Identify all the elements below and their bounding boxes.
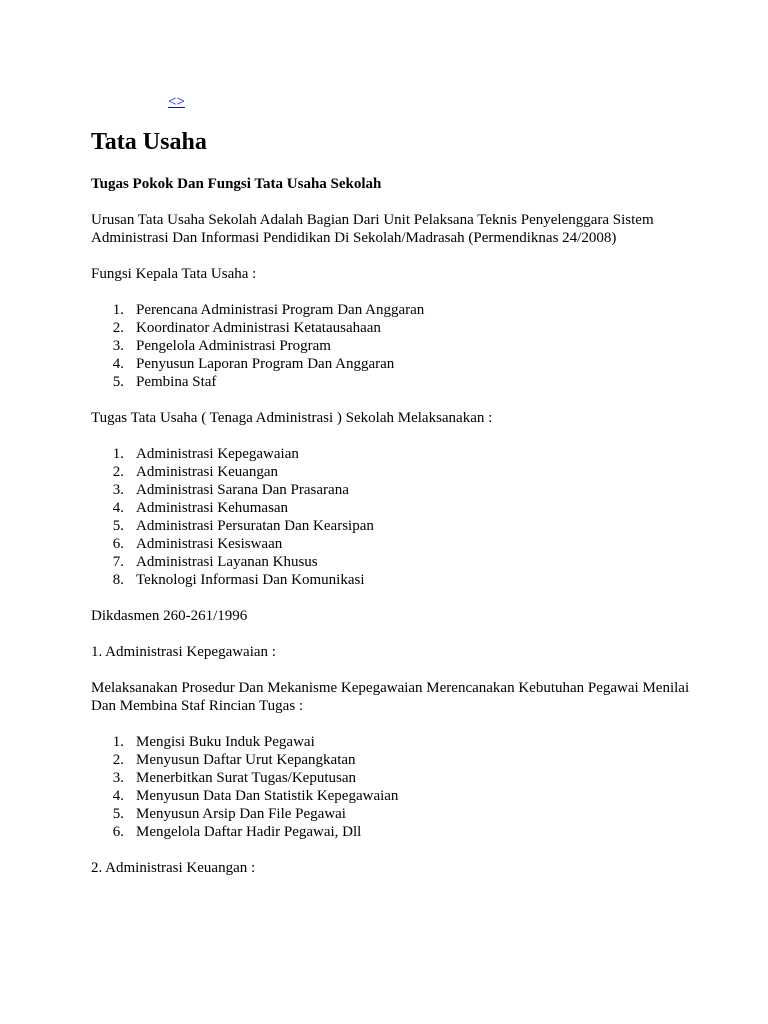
list-item: 6. Mengelola Daftar Hadir Pegawai, Dll — [112, 824, 362, 840]
list-item: 4. Penyusun Laporan Program Dan Anggaran — [112, 356, 395, 372]
list-item: 2. Menyusun Daftar Urut Kepangkatan — [112, 752, 356, 768]
list-item: 4. Menyusun Data Dan Statistik Kepegawaian — [112, 788, 399, 804]
list-item: 6. Administrasi Kesiswaan — [112, 536, 283, 552]
list-item: 2. Administrasi Keuangan — [112, 464, 279, 480]
list-item: 5. Administrasi Persuratan Dan Kearsipan — [112, 518, 374, 534]
list-item: 5. Menyusun Arsip Dan File Pegawai — [112, 806, 346, 822]
document-content — [91, 128, 691, 877]
list-item: 2. Koordinator Administrasi Ketatausahaan — [112, 320, 381, 336]
list-item: 3. Menerbitkan Surat Tugas/Keputusan — [112, 770, 356, 786]
list-item: 3. Administrasi Sarana Dan Prasarana — [112, 482, 349, 498]
section2-heading: 2. Administrasi Keuangan : — [91, 860, 256, 876]
list-item: 3. Pengelola Administrasi Program — [112, 338, 331, 354]
intro-paragraph: Urusan Tata Usaha Sekolah Adalah Bagian Dari Unit Pelaksana Teknis Penyelenggara Sistem Administrasi Dan Informasi Pendidikan Di Sekolah/Madrasah (Permendiknas 24/2008) — [91, 212, 654, 246]
page-title: Tata Usaha — [91, 129, 207, 155]
list-item: 1. Mengisi Buku Induk Pegawai — [112, 734, 315, 750]
tugas-list — [91, 445, 691, 589]
tugas-heading: Tugas Tata Usaha ( Tenaga Administrasi ) Sekolah Melaksanakan : — [91, 410, 493, 426]
list-item: 7. Administrasi Layanan Khusus — [112, 554, 318, 570]
list-item: 5. Pembina Staf — [112, 374, 217, 390]
list-item: 8. Teknologi Informasi Dan Komunikasi — [112, 572, 365, 588]
fungsi-list — [91, 301, 691, 391]
fungsi-heading: Fungsi Kepala Tata Usaha : — [91, 266, 257, 282]
section1-list — [91, 733, 691, 841]
list-item: 4. Administrasi Kehumasan — [112, 500, 289, 516]
section1-heading: 1. Administrasi Kepegawaian : — [91, 644, 276, 660]
reference-text: Dikdasmen 260-261/1996 — [91, 608, 248, 624]
list-item: 1. Perencana Administrasi Program Dan Anggaran — [112, 302, 425, 318]
nav-link[interactable]: <> — [168, 94, 185, 110]
section1-description: Melaksanakan Prosedur Dan Mekanisme Kepegawaian Merencanakan Kebutuhan Pegawai Menilai Dan Membina Staf Rincian Tugas : — [91, 680, 690, 714]
list-item: 1. Administrasi Kepegawaian — [112, 446, 299, 462]
page-subtitle: Tugas Pokok Dan Fungsi Tata Usaha Sekolah — [91, 176, 382, 192]
